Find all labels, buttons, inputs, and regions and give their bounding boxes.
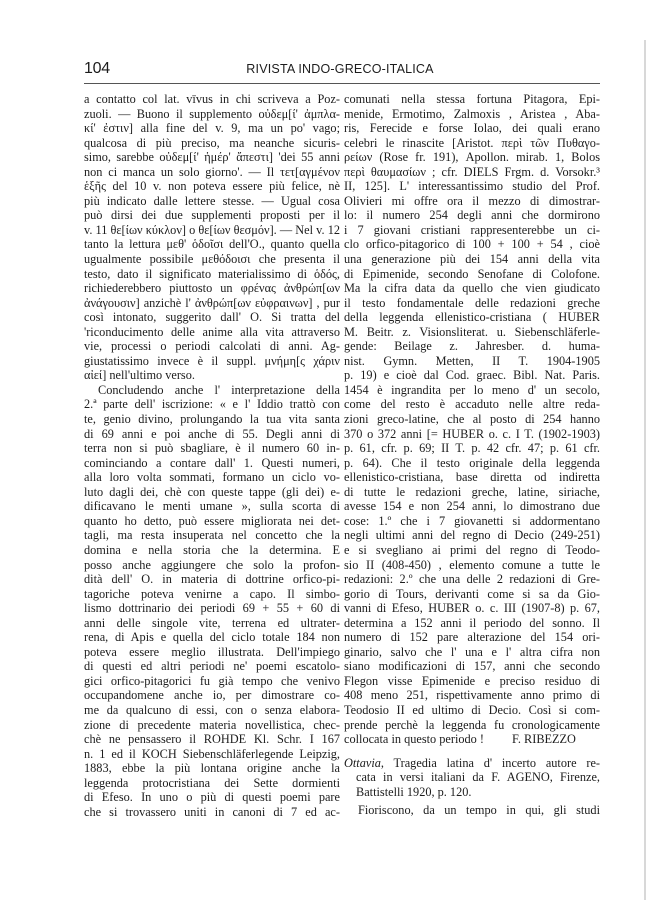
right-line: di Epimenide, secondo Senofane di Colofone. (344, 266, 600, 281)
left-line: di Efeso. In uno o più di questi poemi pare (84, 790, 340, 805)
right-line: Teodosio II ed ultimo di Decio. Così si com- (344, 702, 600, 717)
right-line: come del resto è accaduto nelle altre reda- (344, 397, 600, 412)
right-line: zioni greco-latine, che al posto di 254 hanno (344, 412, 600, 427)
left-line: può dirsi dei due supplementi proposti per il (84, 208, 340, 223)
right-line: prende perchè la leggenda fu cronologicamente (344, 717, 600, 732)
right-line: Ma la cifra data da quello che vien giudicato (344, 281, 600, 296)
right-column (344, 92, 600, 818)
review-citation-text: , Tragedia latina d' incerto autore re- (380, 755, 600, 770)
right-line: celebri le rinascite [Aristot. περὶ τῶν Πυθαγο- (344, 135, 600, 150)
right-line: ellenistico-cristiana, base diretta od indiretta (344, 470, 600, 485)
right-line: e si svegliano ai primi del regno di Teodo- (344, 542, 600, 557)
left-line: leggenda protocristiana dei Sette dormienti (84, 775, 340, 790)
right-line: comunati nella stessa fortuna Pitagora, Epi- (344, 92, 600, 106)
right-line: gende: Beilage z. Jahresber. d. huma- (344, 339, 600, 354)
left-line: alla loro volta sommati, formano un ciclo vo- (84, 470, 340, 485)
left-line: dificavano le menti umane », sulla scorta di (84, 499, 340, 514)
left-line: richiederebbero piuttosto un φρένας ἀνθρώπ[ων (84, 281, 340, 296)
left-line: n. 1 ed il KOCH Siebenschläferlegende Leipzig, (84, 746, 340, 761)
left-line: κί' ἐστιν] alla fine del v. 9, ma un po' vago; (84, 121, 340, 136)
right-line: sio II (408-450) , elemento comune a tutte le (344, 557, 600, 572)
left-line: cominciando a contare dall' 1. Questi numeri, (84, 455, 340, 470)
left-line: 'riconducimento delle anime alla vita attraverso (84, 324, 340, 339)
right-line: vanni di Efeso, HUBER o. c. III (1907-8) p. 67, (344, 601, 600, 616)
left-line: occupandomene anche io, per dimostrare co- (84, 688, 340, 703)
left-line: v. 11 θε[ίων κύκλον] o θε[ίων θεσμόν]. — Nel v. 12 (84, 222, 340, 237)
right-line: lo: il numero 254 degli anni che dormirono (344, 208, 600, 223)
left-line: non ci manca un solo giorno'. — Il τετ[αγμένον (84, 164, 340, 179)
left-line: Concludendo anche l' interpretazione della (98, 382, 340, 397)
right-line: redazioni: 2.º che una delle 2 redazioni di Gre- (344, 572, 600, 587)
left-line: tanto la lettura μεθ' ὁδοῖσι dell'O., quanto quella (84, 237, 340, 252)
left-line: di 69 anni e poi anche di 55. Degli anni di (84, 426, 340, 441)
left-line: lismo dottrinario dei periodi 69 + 55 + 60 di (84, 601, 340, 616)
right-line: di tutte le redazioni greche, latine, siriache, (344, 484, 600, 499)
left-line: domina e nella storia che la determina. E (84, 542, 340, 557)
left-line: rena, di Apis e quella del ciclo totale 184 non (84, 630, 340, 645)
right-line: M. Beitr. z. Visionsliterat. u. Siebenschläferle- (344, 324, 600, 339)
left-line: αἰεί] nell'ultimo verso. (84, 368, 195, 383)
left-line: anni delle singole vite, terrena ed ultrater- (84, 615, 340, 630)
right-line: p. 64). Che il testo originale della leggenda (344, 455, 600, 470)
left-line: ἀνάγουσιν] anzichè l' ἀνθρώπ[ων εὐφραινων] , pur (84, 295, 340, 310)
review-citation-line: cata in versi italiani da F. AGENO, Firenze, (356, 770, 600, 785)
right-line: una generazione più dei 154 anni della vita (344, 252, 600, 267)
left-line: vie, processi o periodi calcolati di anni. Ag- (84, 339, 340, 354)
right-line: 1454 è ingrandita per lo meno d' un secolo, (344, 382, 600, 397)
left-line: te, genio divino, prolungando la tua vita santa (84, 412, 340, 427)
left-line: di questi ed altri periodi ne' poemi escatolo- (84, 659, 340, 674)
review-citation (344, 756, 600, 771)
right-line: cose: 1.º che i 7 giovanetti si addormentano (344, 513, 600, 528)
right-line: gorio di Tours, derivanti come si sa da Gio- (344, 586, 600, 601)
right-line: determina a 152 anni il periodo del sonno. Il (344, 615, 600, 630)
left-line: tagoriche poteva venirne a capo. Il simbo- (84, 586, 340, 601)
right-line: menide, Ermotimo, Zalmoxis , Aristea , Aba- (344, 106, 600, 121)
left-line: giustatissimo invece è il suppl. μνήμη[ς χάριν (84, 353, 340, 368)
page-number: 104 (84, 60, 110, 77)
page-edge (644, 40, 646, 900)
review-citation-line: Battistelli 1920, p. 120. (356, 784, 472, 799)
right-line: ris, Ferecide e forse Iolao, dei quali erano (344, 121, 600, 136)
running-head (84, 60, 596, 80)
right-line: 370 o 372 anni [= HUBER o. c. I T. (1902-1903) (344, 426, 600, 441)
left-line: 2.ª parte dell' iscrizione: « e l' Iddio trattò con (84, 397, 340, 412)
right-line: siano modificazioni di 157, anni che secondo (344, 659, 600, 674)
left-line: luto dagli dei, chè con queste tappe (gli dei) e- (84, 484, 340, 499)
right-line: negli ultimi anni del regno di Decio (249-251) (344, 528, 600, 543)
left-line: simo, sarebbe οὐδεμ[ί' ἡμέρ' ἄπεστι] 'dei 55 anni (84, 150, 340, 165)
left-line: me da qualcuno di essi, con o senza elabora- (84, 702, 340, 717)
right-line: della leggenda ellenistico-cristiana ( HUBER (344, 310, 600, 325)
journal-title: RIVISTA INDO-GRECO-ITALICA (246, 62, 434, 76)
right-line: p. 61, cfr. p. 69; II T. p. 42 cfr. 47; p. 61 cfr. (344, 441, 600, 456)
left-line: 1883, ebbe la più lontana origine anche la (84, 761, 340, 776)
left-line: chè ne pensassero il ROHDE Kl. Schr. I 167 (84, 732, 340, 747)
right-line: p. 19) e cioè dal Cod. graec. Bibl. Nat. Paris. (344, 368, 600, 383)
left-line: a contatto col lat. vīvus in chi scriveva a Poz- (84, 92, 340, 106)
right-line: ginario, salvo che l' una e l' altra cifra non (344, 644, 600, 659)
right-line: Olivieri mi offre ora il mezzo di dimostrar- (344, 193, 600, 208)
left-line: gici orfico-pitagorici fu già tempo che venivo (84, 673, 340, 688)
right-line: numero di 152 pare alterazione del 154 ori- (344, 630, 600, 645)
left-line: zuoli. — Buono il supplemento οὐδεμ[ί' ἀμπλα- (84, 106, 340, 121)
right-line: avesse 154 e non 254 anni, lo dimostrano due (344, 499, 600, 514)
left-line: poteva essere meglio illustrata. Dell'impiego (84, 644, 340, 659)
left-line: quanto ho detto, può essere migliorata nei det- (84, 513, 340, 528)
left-line: ugualmente possibile μεθόδοισι che presenta il (84, 252, 340, 267)
right-line: ρείων (Rose fr. 191), Apollon. mirab. 1, Bolos (344, 150, 600, 165)
left-line: qualcosa di più preciso, ma neanche sicuris- (84, 135, 340, 150)
author-signature: F. RIBEZZO (512, 732, 576, 747)
right-line: collocata in questo periodo ! F. RIBEZZO (344, 732, 576, 747)
left-line: così intonato, suggerito dall' O. Si tratta del (84, 310, 340, 325)
left-line: tagli, ma resta insuperata nel concetto che la (84, 528, 340, 543)
left-line: più indicato dalle lettere stesse. — Ugual cosa (84, 193, 340, 208)
left-column (84, 92, 340, 819)
review-body-line: Fioriscono, da un tempo in qui, gli studi (358, 803, 600, 818)
header-rule (84, 83, 600, 84)
right-line: II, 125]. L' interessantissimo studio del Prof. (344, 179, 600, 194)
left-line: testo, dato il significato materialissimo di ὁδός, (84, 266, 340, 281)
review-title: Ottavia (344, 755, 381, 770)
right-line: i 7 giovani cristiani rappresenterebbe un ci- (344, 222, 600, 237)
left-line: dità dell' O. in materia di dottrine orfico-pi- (84, 572, 340, 587)
left-line: posso anche aggiungere che solo la profon- (84, 557, 340, 572)
left-line: zione di precedente materia novellistica, chec- (84, 717, 340, 732)
left-line: che si trovassero uniti in canoni di 7 ed ac- (84, 804, 340, 819)
left-line: ἑξῆς del 10 v. non poteva essere più felice, nè (84, 179, 340, 194)
right-line: clo orfico-pitagorico di 100 + 100 + 54 , cioè (344, 237, 600, 252)
right-line: Flegon visse Epimenide e preciso residuo di (344, 673, 600, 688)
left-line: terra non si può sbagliare, è il numero 60 in- (84, 441, 340, 456)
right-line: 408 meno 251, rispettivamente anno primo di (344, 688, 600, 703)
right-line: il testo fondamentale delle redazioni greche (344, 295, 600, 310)
right-line: nist. Gymn. Metten, II T. 1904-1905 (344, 353, 600, 368)
right-line: περὶ θαυμασίων ; cfr. DIELS Frgm. d. Vorsokr.³ (344, 164, 600, 179)
